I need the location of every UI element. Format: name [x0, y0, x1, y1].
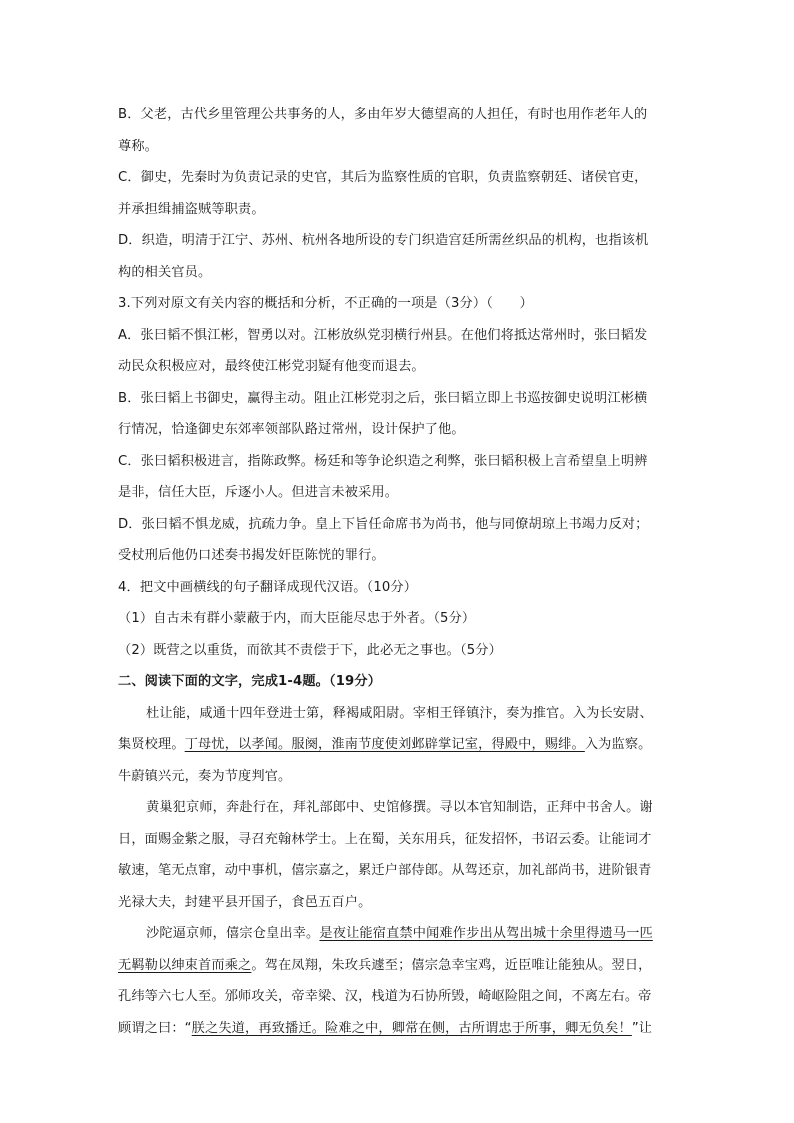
passage-p3-line-4: [118, 1013, 678, 1045]
passage-p2-line-2: 日，面赐金紫之服，寻召充翰林学士。上在蜀，关东用兵，征发招怀，书诏云委。让能词才: [118, 831, 652, 847]
passage-p3-line-2: [118, 950, 678, 982]
passage-text: 沙陀逼京师，僖宗仓皇出幸。: [146, 926, 320, 941]
q3-option-b-line-1: B．张曰韬上书御史，赢得主动。阻止江彬党羽之后，张曰韬立即上书巡按御史说明江彬横: [118, 390, 648, 406]
q3-option-d-line-1: D．张曰韬不惧龙威，抗疏力争。皇上下旨任命席书为尚书，他与同僚胡琼上书竭力反对；: [118, 516, 649, 532]
passage-text: 入为监察。: [584, 737, 652, 752]
passage-p3-line-1: [118, 918, 678, 950]
question-4-stem: 4．把文中画横线的句子翻译成现代汉语。（10分）: [118, 579, 418, 595]
question-4-item-2: （2）既营之以重货，而欲其不责偿于下，此必无之事也。（5分）: [118, 642, 502, 658]
underlined-sentence: 是夜让能宿直禁中闻难作步出从驾出城十余里得遗马一匹: [319, 926, 653, 941]
passage-p2-line-4: 光禄大夫，封建平县开国子，食邑五百户。: [118, 894, 372, 910]
q3-option-d-line-2: 受杖刑后他仍口述奏书揭发奸臣陈恍的罪行。: [118, 548, 385, 563]
q3-option-b-line-2: 行情况，恰逢御史东郊率领部队路过常州，设计保护了他。: [118, 422, 465, 437]
q3-option-a-line-1: A．张曰韬不惧江彬，智勇以对。江彬放纵党羽横行州县。在他们将抵达常州时，张曰韬发: [118, 327, 648, 343]
section-2-heading: 二、阅读下面的文字，完成1-4题。（19分）: [118, 674, 382, 689]
passage-text: 顾谓之曰：“: [118, 1020, 192, 1036]
option-b-line-2: 尊称。: [118, 138, 159, 154]
q3-option-c-line-2: 是非，信任大臣，斥逐小人。但进言未被采用。: [118, 485, 399, 500]
passage-text: 集贤校理。: [118, 737, 185, 752]
q3-option-a-line-2: 动民众积极应对，最终使江彬党羽疑有他变而退去。: [118, 359, 425, 374]
q3-option-c-line-1: C．张曰韬积极进言，指陈政弊。杨廷和等争论织造之利弊，张曰韬积极上言希望皇上明辨: [118, 453, 648, 469]
passage-p1-line-3: 牛蔚镇兴元，奏为节度判官。: [118, 768, 292, 784]
underlined-sentence: 朕之失道，再致播迁。险难之中，卿常在侧，古所谓忠于所事，卿无负矣！: [191, 1020, 632, 1036]
option-d-line-2: 构的相关官员。: [118, 264, 212, 280]
underlined-sentence: 丁母忧，以孝闻。服阕，淮南节度使刘邺辟掌记室，得殿中，赐绯。: [184, 737, 585, 752]
passage-text: ”让: [631, 1020, 653, 1036]
option-d-line-1: D．织造，明清于江宁、苏州、杭州各地所设的专门织造宫廷所需丝织品的机构，也指该机: [118, 233, 649, 248]
option-c-line-1: C．御史，先秦时为负责记录的史官，其后为监察性质的官职，负责监察朝廷、诸侯官吏，: [118, 170, 648, 185]
question-4-item-1: （1）自古未有群小蒙蔽于内，而大臣能尽忠于外者。（5分）: [118, 611, 476, 626]
passage-p2-line-1: 黄巢犯京师，奔赴行在，拜礼部郎中、史馆修撰。寻以本官知制诰，正拜中书舍人。谢: [146, 800, 653, 815]
document-body: [118, 99, 678, 1044]
option-c-line-2: 并承担缉捕盗贼等职责。: [118, 201, 265, 217]
passage-p3-line-3: 孔纬等六七人至。邠师攻关，帝幸梁、汉，栈道为石协所毁，崎岖险阻之间，不离左右。帝: [118, 989, 652, 1004]
passage-p2-line-3: 敏速，笔无点窜，动中事机，僖宗嘉之，累迁户部侍郎。从驾还京，加礼部尚书，进阶银青: [118, 863, 652, 878]
underlined-sentence: 无羁勒以绅束首而乘之: [118, 957, 252, 973]
passage-p1-line-2: [118, 729, 678, 761]
passage-p1-line-1: 杜让能，咸通十四年登进士第，释褐咸阳尉。宰相王铎镇汴，奏为推官。入为长安尉、: [146, 705, 653, 721]
question-3-stem: 3.下列对原文有关内容的概括和分析，不正确的一项是（3分）（ ）: [118, 296, 533, 311]
option-b-line-1: B．父老，古代乡里管理公共事务的人，多由年岁大德望高的人担任，有时也用作老年人的: [118, 107, 648, 122]
passage-text: 。驾在凤翔，朱玫兵遽至；僖宗急幸宝鸡，近臣唯让能独从。翌日，: [251, 957, 652, 973]
